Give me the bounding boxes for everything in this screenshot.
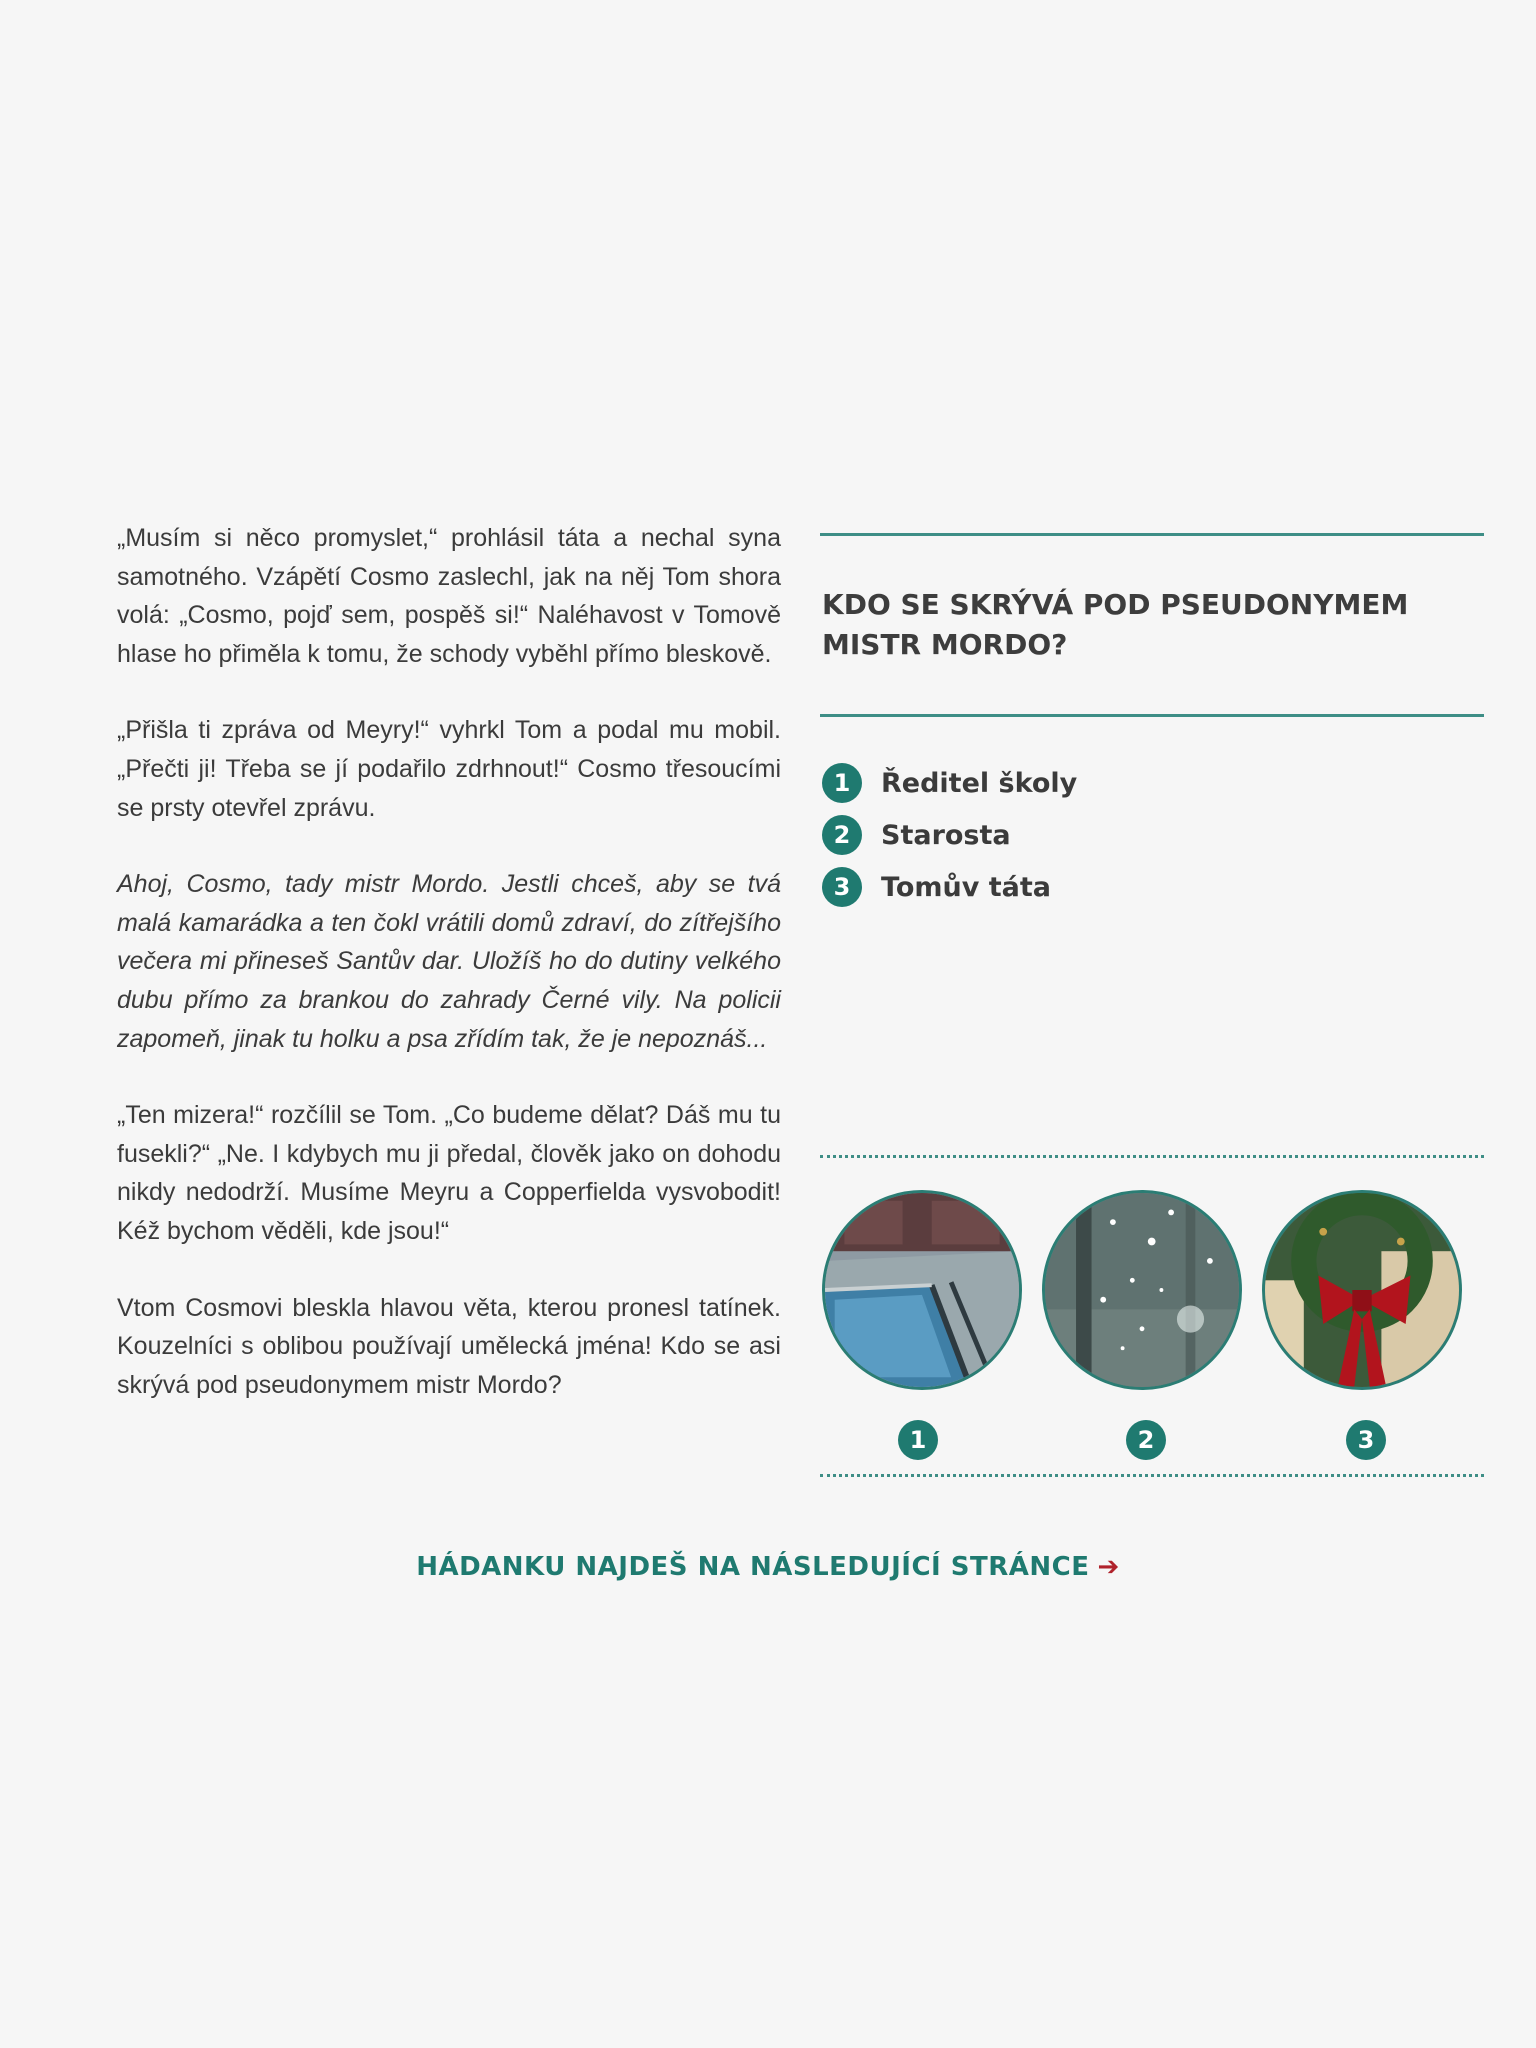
next-page-text: HÁDANKU NAJDEŠ NA NÁSLEDUJÍCÍ STRÁNCE	[416, 1552, 1090, 1582]
number-badge-icon: 3	[822, 867, 862, 907]
arrow-right-icon: ➔	[1097, 1552, 1120, 1582]
snowy-night-icon	[1045, 1193, 1239, 1387]
christmas-wreath-icon	[1265, 1193, 1459, 1387]
quiz-options	[822, 757, 1077, 913]
quiz-option-label: Ředitel školy	[881, 767, 1078, 799]
story-paragraph-2: „Přišla ti zpráva od Meyry!“ vyhrkl Tom a podal mu mobil. „Přečti ji! Třeba se jí podařilo zdrhnout!“ Cosmo třesoucími se prsty otevřel zprávu.	[117, 716, 781, 822]
picture-number-1: 1	[898, 1420, 938, 1460]
quiz-question-divider	[820, 714, 1484, 717]
quiz-top-divider	[820, 533, 1484, 536]
quiz-option-label: Starosta	[881, 819, 1011, 851]
quiz-option-3[interactable]	[822, 861, 1077, 913]
number-badge-icon: 2	[822, 815, 862, 855]
picture-number-3: 3	[1346, 1420, 1386, 1460]
story-paragraph-1: „Musím si něco promyslet,“ prohlásil táta a nechal syna samotného. Vzápětí Cosmo zaslechl, jak na něj Tom shora volá: „Cosmo, pojď sem, pospěš si!“ Naléhavost v Tomově hlase ho přiměla k tomu, že schody vyběhl přímo bleskově.	[117, 524, 781, 668]
picture-clue-1	[822, 1190, 1022, 1390]
pictures-top-divider	[820, 1155, 1484, 1158]
number-badge-icon: 1	[822, 763, 862, 803]
picture-number-2: 2	[1126, 1420, 1166, 1460]
quiz-option-2[interactable]	[822, 809, 1077, 861]
story-text	[117, 519, 781, 1442]
picture-clue-3	[1262, 1190, 1462, 1390]
pictures-bottom-divider	[820, 1474, 1484, 1477]
picture-clue-2	[1042, 1190, 1242, 1390]
quiz-option-label: Tomův táta	[881, 871, 1051, 903]
next-page-hint	[0, 1552, 1536, 1582]
story-message-paragraph: Ahoj, Cosmo, tady mistr Mordo. Jestli chceš, aby se tvá malá kamarádka a ten čokl vrátili domů zdraví, do zítřejšího večera mi přineseš Santův dar. Uložíš ho do dutiny velkého dubu přímo za brankou do zahrady Černé vily. Na policii zapomeň, jinak tu holku a psa zřídím tak, že je nepoznáš...	[117, 870, 781, 1053]
story-paragraph-4: „Ten mizera!“ rozčílil se Tom. „Co budeme dělat? Dáš mu tu fusekli?“ „Ne. I kdybych mu ji předal, člověk jako on dohodu nikdy nedodrží. Musíme Meyru a Copperfielda vysvobodit! Kéž bychom věděli, kde jsou!“	[117, 1101, 781, 1245]
quiz-question: KDO SE SKRÝVÁ POD PSEUDONYMEM MISTR MORDO?	[822, 588, 1409, 661]
window-grate-icon	[825, 1193, 1019, 1387]
story-paragraph-5: Vtom Cosmovi bleskla hlavou věta, kterou pronesl tatínek. Kouzelníci s oblibou používají umělecká jména! Kdo se asi skrývá pod pseudonymem mistr Mordo?	[117, 1293, 781, 1399]
quiz-option-1[interactable]	[822, 757, 1077, 809]
